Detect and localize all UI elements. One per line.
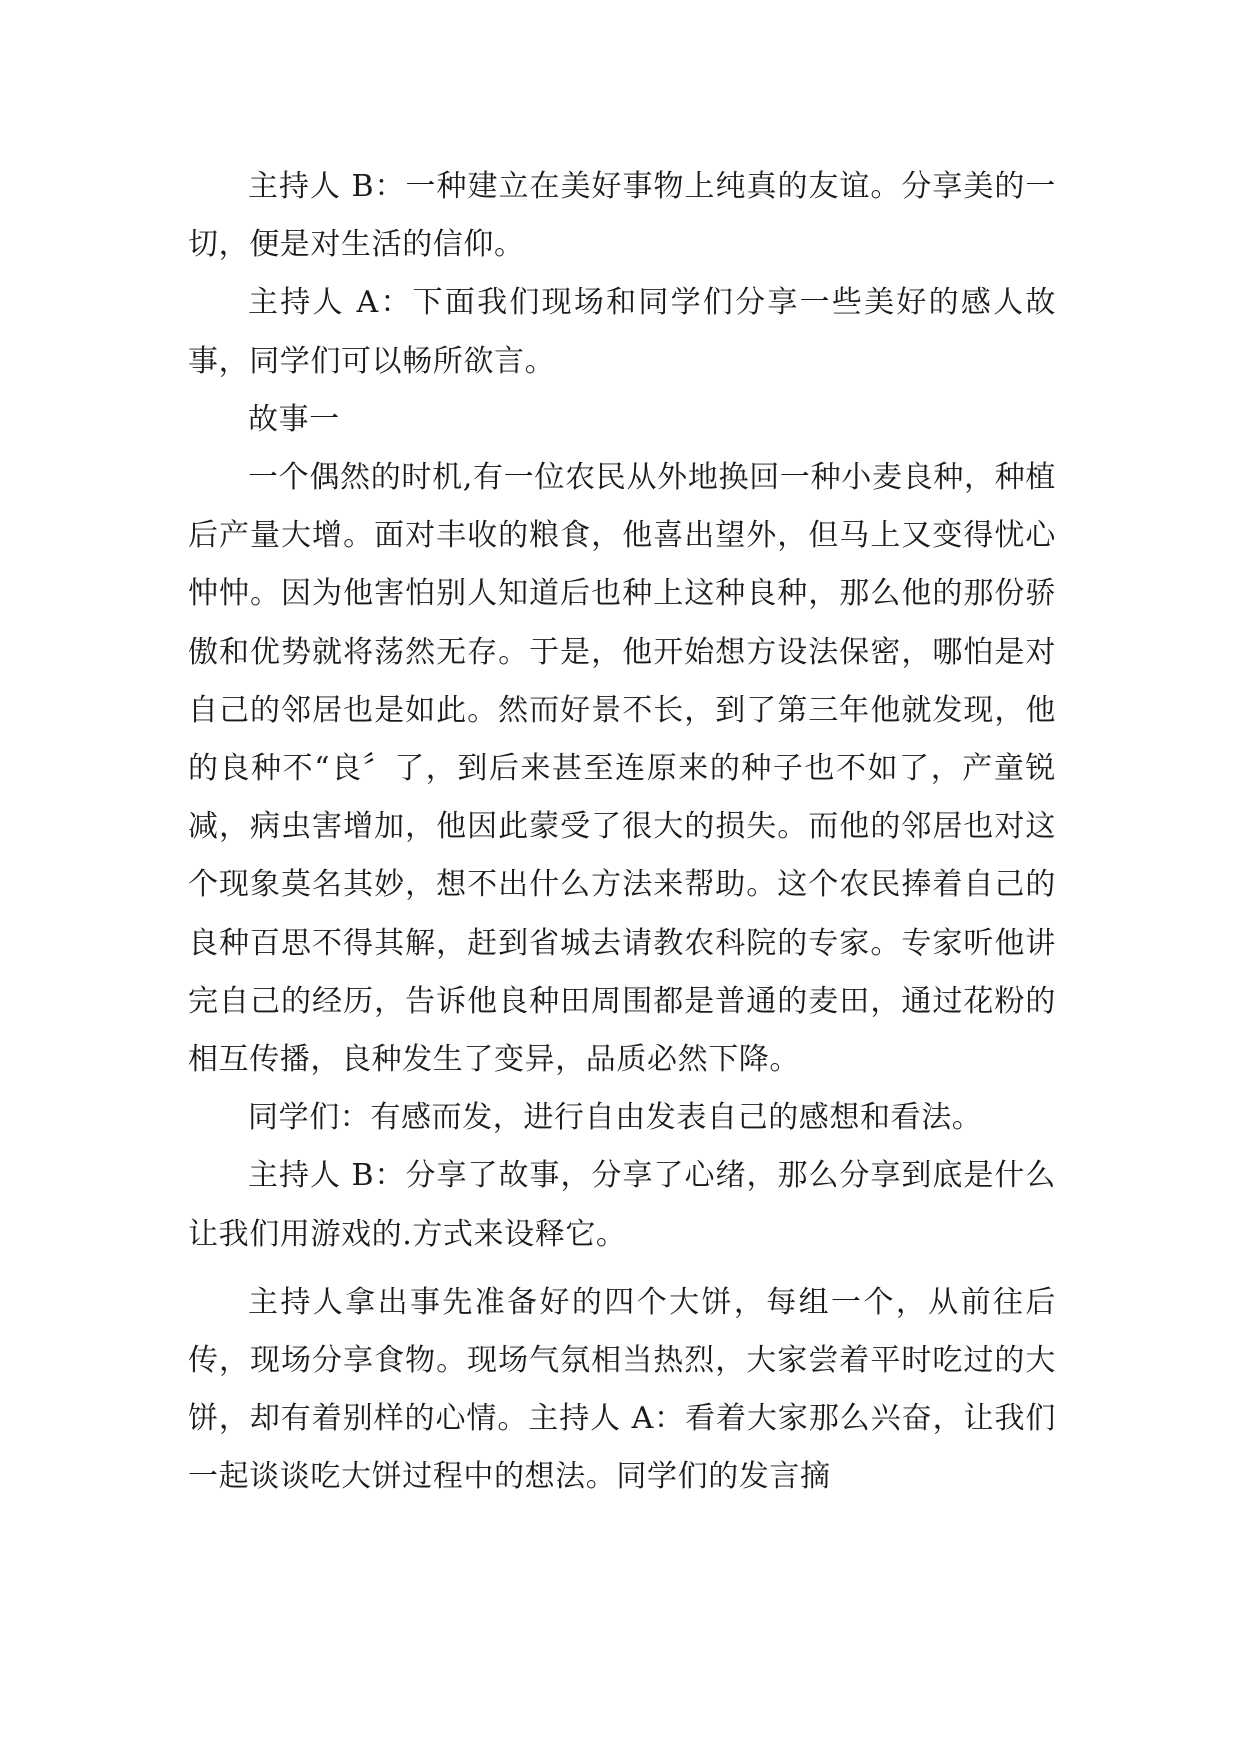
story-heading: 故事一 xyxy=(248,401,340,437)
paragraph-students: 同学们：有感而发，进行自由发表自己的感想和看法。 xyxy=(248,1100,983,1136)
paragraph-host-cakes: 主持人拿出事先准备好的四个大饼，每组一个，从前往后传，现场分享食物。现场气氛相当热烈，大家尝着平时吃过的大饼，却有着别样的心情。主持人 A：看着大家那么兴奋，让我们一起谈谈吃大饼过程中的想法。同学们的发言摘 xyxy=(188,1284,1056,1495)
paragraph-story-one: 一个偶然的时机,有一位农民从外地换回一种小麦良种，种植后产量大增。面对丰收的粮食，他喜出望外，但马上又变得忧心忡忡。因为他害怕别人知道后也种上这种良种，那么他的那份骄傲和优势就将荡然无存。于是，他开始想方设法保密，哪怕是对自己的邻居也是如此。然而好景不长，到了第三年他就发现，他的良种不“良〞了，到后来甚至连原来的种子也不如了，产童锐减，病虫害增加，他因此蒙受了很大的损失。而他的邻居也对这个现象莫名其妙，想不出什么方法来帮助。这个农民捧着自己的良种百思不得其解，赶到省城去请教农科院的专家。专家听他讲完自己的经历，告诉他良种田周围都是普通的麦田，通过花粉的相互传播，良种发生了变异，品质必然下降。 xyxy=(188,460,1056,1078)
document-body xyxy=(188,158,1056,1507)
paragraph-host-a-intro: 主持人 A：下面我们现场和同学们分享一些美好的感人故事，同学们可以畅所欲言。 xyxy=(188,285,1056,379)
paragraph-host-b-intro: 主持人 B：一种建立在美好事物上纯真的友谊。分享美的一切，便是对生活的信仰。 xyxy=(188,169,1056,263)
paragraph-host-b-game: 主持人 B：分享了故事，分享了心绪，那么分享到底是什么让我们用游戏的.方式来设释它。 xyxy=(188,1158,1056,1252)
